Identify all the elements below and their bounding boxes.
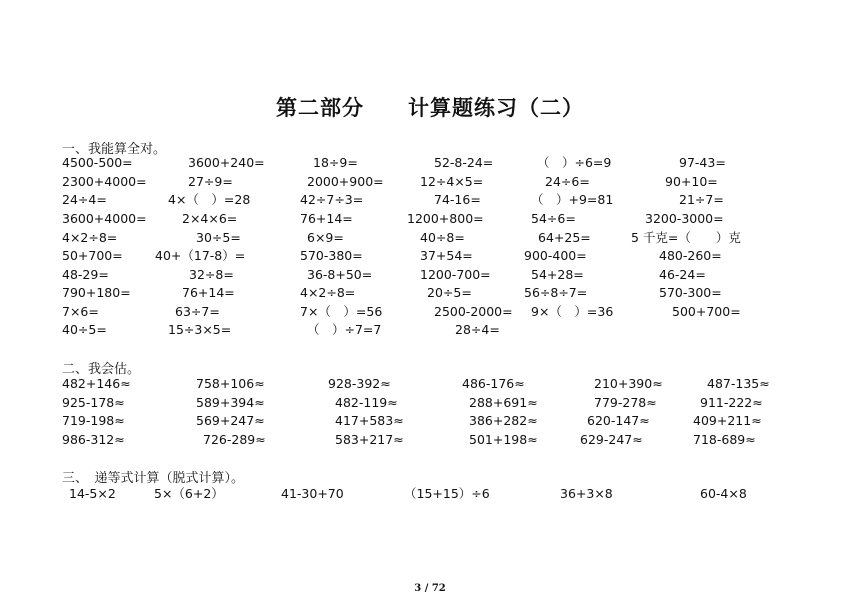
estimate-problem: 417+583≈ <box>335 413 404 428</box>
step-problem: 36+3×8 <box>560 486 613 501</box>
step-problem: 60-4×8 <box>700 486 747 501</box>
problem: 5 千克=（ ）克 <box>631 230 741 245</box>
step-problem: 14-5×2 <box>69 486 116 501</box>
estimate-problem: 911-222≈ <box>700 395 763 410</box>
problem: 76+14= <box>182 285 235 300</box>
estimate-problem: 986-312≈ <box>62 432 125 447</box>
problem: 28÷4= <box>455 322 500 337</box>
problem: 20÷5= <box>427 285 472 300</box>
problem: 21÷7= <box>679 192 724 207</box>
problem: 36-8+50= <box>307 267 373 282</box>
section-1-heading: 一、我能算全对。 <box>62 142 167 157</box>
problem: 50+700= <box>62 248 123 263</box>
problem: 900-400= <box>524 248 587 263</box>
problem: 46-24= <box>659 267 706 282</box>
estimate-problem: 501+198≈ <box>469 432 538 447</box>
problem: （ ）+9=81 <box>531 192 614 207</box>
problem: 3600+240= <box>188 155 265 170</box>
estimate-problem: 482-119≈ <box>335 395 398 410</box>
problem: 6×9= <box>307 230 344 245</box>
step-problem: （15+15）÷6 <box>404 486 490 501</box>
problem: 40÷5= <box>62 322 107 337</box>
problem: 52-8-24= <box>434 155 494 170</box>
problem: 74-16= <box>434 192 481 207</box>
problem: 54÷6= <box>531 211 576 226</box>
problem: 4×2÷8= <box>300 285 356 300</box>
problem: 4500-500= <box>62 155 133 170</box>
problem: 97-43= <box>679 155 726 170</box>
problem: 2000+900= <box>307 174 384 189</box>
estimate-problem: 925-178≈ <box>62 395 125 410</box>
problem: 42÷7÷3= <box>300 192 364 207</box>
estimate-problem: 210+390≈ <box>594 376 663 391</box>
problem: 12÷4×5= <box>420 174 484 189</box>
problem: 27÷9= <box>188 174 233 189</box>
problem: 570-300= <box>659 285 722 300</box>
problem: 40+（17-8）= <box>155 248 246 263</box>
problem: 64+25= <box>538 230 591 245</box>
estimate-problem: 288+691≈ <box>469 395 538 410</box>
estimate-problem: 589+394≈ <box>196 395 265 410</box>
problem: 7×6= <box>62 304 99 319</box>
problem: 32÷8= <box>189 267 234 282</box>
problem: 9×（ ）=36 <box>531 304 614 319</box>
problem: 30÷5= <box>196 230 241 245</box>
problem: 500+700= <box>672 304 741 319</box>
problem: 480-260= <box>659 248 722 263</box>
problem: 24÷4= <box>62 192 107 207</box>
problem: 54+28= <box>531 267 584 282</box>
estimate-problem: 718-689≈ <box>693 432 756 447</box>
estimate-problem: 486-176≈ <box>462 376 525 391</box>
problem: 4×（ ）=28 <box>168 192 251 207</box>
estimate-problem: 719-198≈ <box>62 413 125 428</box>
problem: 7×（ ）=56 <box>300 304 383 319</box>
problem: 48-29= <box>62 267 109 282</box>
problem: 56÷8÷7= <box>524 285 588 300</box>
problem: 4×2÷8= <box>62 230 118 245</box>
step-problem: 41-30+70 <box>281 486 344 501</box>
estimate-problem: 569+247≈ <box>196 413 265 428</box>
problem: （ ）÷7=7 <box>307 322 382 337</box>
section-2-heading: 二、我会估。 <box>62 362 141 377</box>
problem: 40÷8= <box>420 230 465 245</box>
problem: 2500-2000= <box>434 304 513 319</box>
estimate-problem: 620-147≈ <box>587 413 650 428</box>
problem: 790+180= <box>62 285 131 300</box>
problem: （ ）÷6=9 <box>537 155 612 170</box>
estimate-problem: 758+106≈ <box>196 376 265 391</box>
estimate-problem: 409+211≈ <box>693 413 762 428</box>
problem: 2300+4000= <box>62 174 147 189</box>
estimate-problem: 482+146≈ <box>62 376 131 391</box>
step-problem: 5×（6+2） <box>154 486 224 501</box>
problem: 3600+4000= <box>62 211 147 226</box>
section-3-heading: 三、 递等式计算（脱式计算）。 <box>62 471 245 486</box>
problem: 2×4×6= <box>182 211 238 226</box>
problem: 90+10= <box>665 174 718 189</box>
problem: 76+14= <box>300 211 353 226</box>
problem: 3200-3000= <box>645 211 724 226</box>
problem: 15÷3×5= <box>168 322 232 337</box>
problem: 63÷7= <box>175 304 220 319</box>
estimate-problem: 779-278≈ <box>594 395 657 410</box>
page-title: 第二部分 计算题练习（二） <box>276 96 584 120</box>
problem: 24÷6= <box>545 174 590 189</box>
estimate-problem: 386+282≈ <box>469 413 538 428</box>
estimate-problem: 487-135≈ <box>707 376 770 391</box>
estimate-problem: 928-392≈ <box>328 376 391 391</box>
problem: 1200+800= <box>407 211 484 226</box>
estimate-problem: 629-247≈ <box>580 432 643 447</box>
estimate-problem: 726-289≈ <box>203 432 266 447</box>
problem: 37+54= <box>420 248 473 263</box>
estimate-problem: 583+217≈ <box>335 432 404 447</box>
problem: 1200-700= <box>420 267 491 282</box>
problem: 570-380= <box>300 248 363 263</box>
problem: 18÷9= <box>313 155 358 170</box>
page-number: 3 / 72 <box>414 583 446 594</box>
